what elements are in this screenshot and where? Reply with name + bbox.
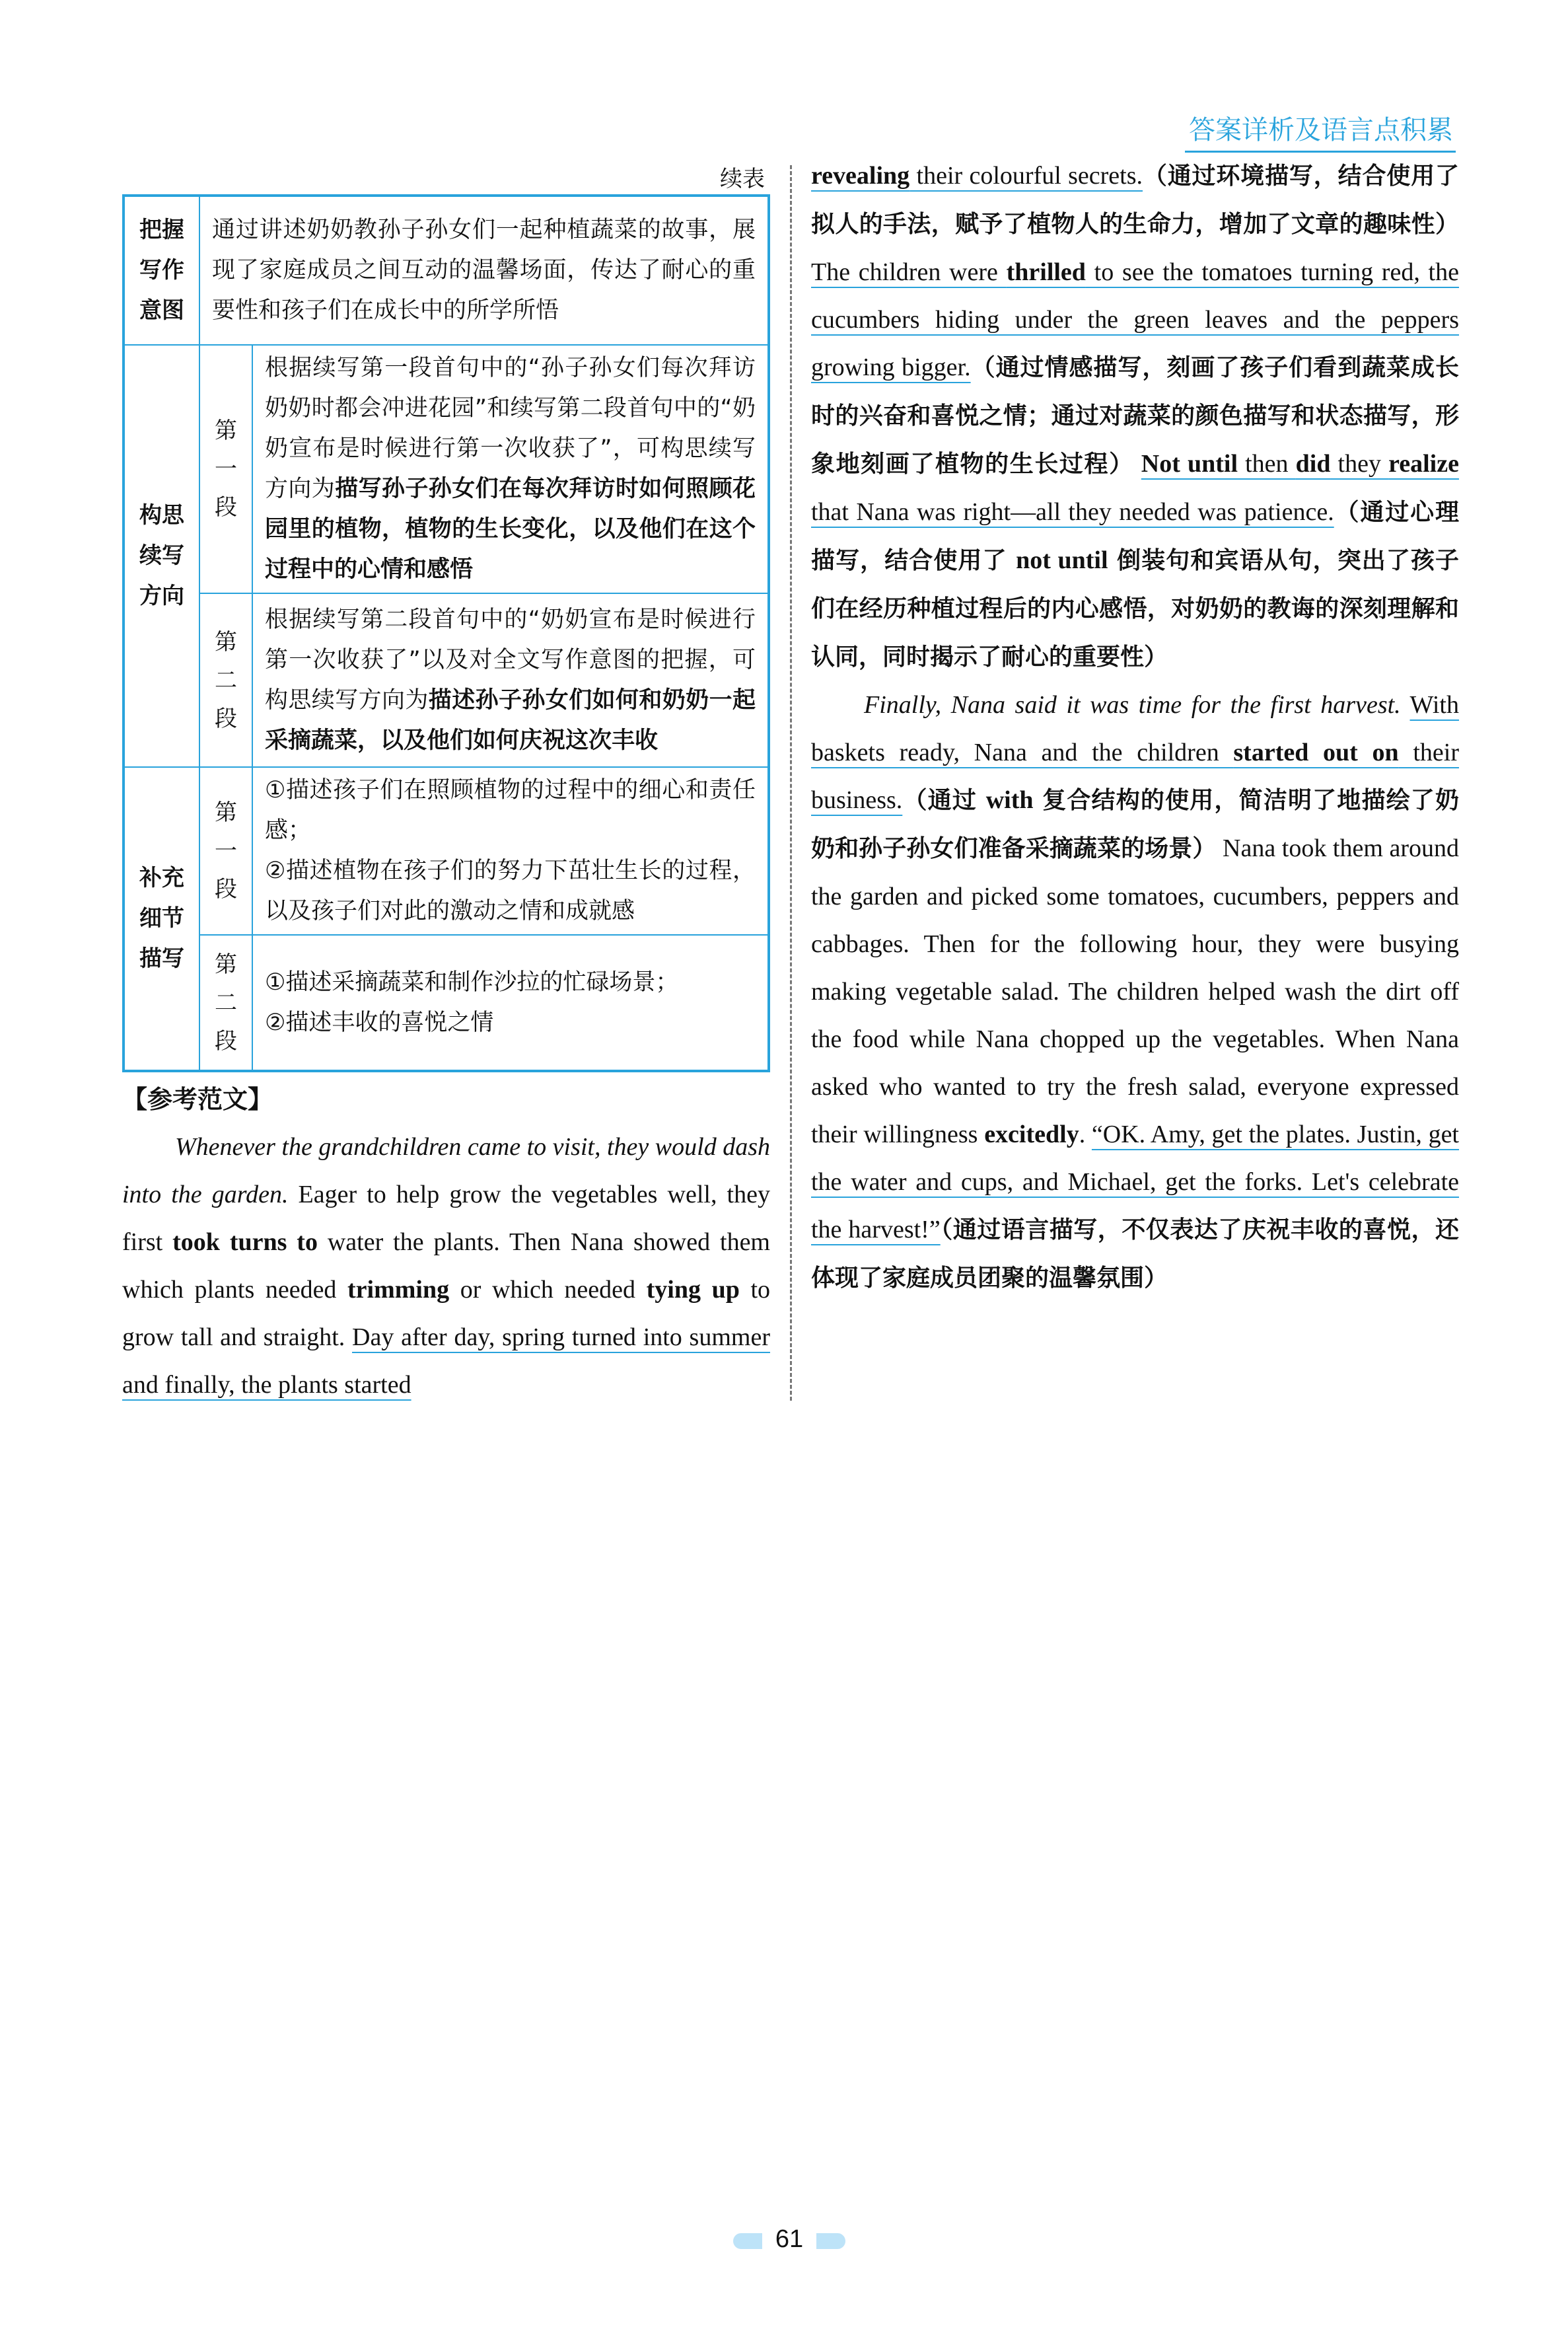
text-run: with xyxy=(985,786,1034,814)
left-column xyxy=(122,1076,770,1409)
annotation-text: 倒装句和宾语从句，突出了孩子们在经历种植过程后的内心感悟，对奶奶的教诲的深刻理解和认同，同时揭示了耐心的重要性） xyxy=(811,547,1460,671)
text-run: excitedly xyxy=(984,1121,1079,1148)
text-run: 描述孙子孙女们如何和奶奶一起采摘蔬菜，以及他们如何庆祝这次丰收 xyxy=(265,686,756,754)
text-run: 通过讲述奶奶教孙子孙女们一起种植蔬菜的故事，展现了家庭成员之间互动的温馨场面，传达了耐心的重要性和孩子们在成长中的所学所悟 xyxy=(212,217,756,324)
text-run: thrilled xyxy=(1006,258,1086,286)
text-run: not until xyxy=(1016,546,1108,574)
text-run xyxy=(1401,691,1410,719)
text-run: to grow tall and straight. xyxy=(122,1276,770,1351)
text-run: 描写孙子孙女们在每次拜访时如何照顾花园里的植物，植物的生长变化，以及他们在这个过程中的心情和感悟 xyxy=(265,476,756,583)
writing-plan-table xyxy=(122,194,770,1072)
row-label-details: 补充细节描写 xyxy=(124,767,199,1071)
detail-item: ②描述植物在孩子们的努力下茁壮生长的过程，以及孩子们对此的激动之情和成就感 xyxy=(265,858,756,924)
reference-paragraph-2 xyxy=(811,681,1459,1302)
direction-para1 xyxy=(252,345,769,593)
para-label: 第二段 xyxy=(199,593,252,767)
text-run xyxy=(1134,450,1141,478)
text-run: water the plants. Then Nana showed them which plants needed xyxy=(122,1228,770,1304)
reference-paragraph xyxy=(122,1123,770,1409)
right-column xyxy=(811,152,1459,1302)
text-run: their colourful secrets. xyxy=(909,162,1143,190)
para-label: 第一段 xyxy=(199,345,252,593)
annotation-text: （通过心理描写，结合使用了 xyxy=(811,499,1459,574)
annotation-text: （通过语言描写，不仅表达了庆祝丰收的喜悦，还体现了家庭成员团聚的温馨氛围） xyxy=(811,1216,1459,1292)
text-run: trimming xyxy=(347,1276,450,1304)
text-run: their business. xyxy=(811,739,1459,814)
detail-item: ②描述丰收的喜悦之情 xyxy=(265,1009,494,1036)
text-run: took turns to xyxy=(172,1228,318,1256)
text-run: Finally, Nana said it was time for the first harvest. xyxy=(864,691,1401,719)
table-caption: 续表 xyxy=(720,166,765,192)
reference-paragraph-continued xyxy=(811,152,1459,681)
details-para1 xyxy=(252,767,769,935)
text-run: did xyxy=(1295,450,1331,478)
annotation-text: （通过情感描写，刻画了孩子们看到蔬菜成长时的兴奋和喜悦之情；通过对蔬菜的颜色描写和状态描写，形象地刻画了植物的生长过程） xyxy=(811,354,1459,478)
text-run: realize xyxy=(1388,450,1459,478)
text-run: “OK. Amy, get the plates. Justin, get the water and cups, and Michael, get the forks. Let's celebrate the harvest!” xyxy=(811,1121,1459,1243)
annotation-text: （通过 xyxy=(902,787,986,814)
section-title: 答案详析及语言点积累 xyxy=(1185,109,1456,153)
text-run: With baskets ready, Nana and the children xyxy=(811,691,1459,766)
detail-item: ①描述采摘蔬菜和制作沙拉的忙碌场景； xyxy=(265,969,679,996)
text-run: Not until xyxy=(1141,450,1238,478)
text-run: Eager to help grow the vegetables well, they first xyxy=(122,1181,770,1256)
annotation-text: 复合结构的使用，简洁明了地描绘了奶奶和孙子孙女们准备采摘蔬菜的场景） xyxy=(811,787,1459,862)
row-label-intent: 把握写作意图 xyxy=(124,196,199,345)
text-run: they xyxy=(1330,450,1389,478)
text-run: that Nana was right—all they needed was patience. xyxy=(811,498,1334,526)
text-run: tying up xyxy=(646,1276,740,1304)
direction-para2 xyxy=(252,593,769,767)
details-para2 xyxy=(252,935,769,1071)
annotation-text: （通过环境描写，结合使用了拟人的手法，赋予了植物人的生命力，增加了文章的趣味性） xyxy=(811,163,1459,238)
text-run: Nana took them around the garden and picked some tomatoes, cucumbers, peppers and cabbages. Then for the following hour, they were busying making vegetable salad. The children helped wash the dirt off the food while Nana chopped up the vegetables. When Nana asked who wanted to try the fresh salad, everyone expressed their willingness xyxy=(811,834,1459,1148)
text-run: then xyxy=(1238,450,1296,478)
row-label-direction: 构思续写方向 xyxy=(124,345,199,767)
text-run: to see the tomatoes turning red, the cucumbers hiding under the green leaves and the peppers growing bigger. xyxy=(811,258,1459,381)
text-run: or which needed xyxy=(449,1276,647,1304)
text-run: Whenever the grandchildren came to visit, they would dash into the garden. xyxy=(122,1133,770,1208)
text-run: revealing xyxy=(811,162,910,190)
text-run: . xyxy=(1079,1121,1092,1148)
intent-content xyxy=(199,196,769,345)
text-run: started out on xyxy=(1233,739,1399,766)
reference-title: 【参考范文】 xyxy=(122,1085,273,1114)
para-label: 第一段 xyxy=(199,767,252,935)
text-run: The children were xyxy=(811,258,1007,286)
page-footer xyxy=(733,2225,845,2254)
page-number: 61 xyxy=(775,2225,804,2253)
detail-item: ①描述孩子们在照顾植物的过程中的细心和责任感； xyxy=(265,777,756,844)
para-label: 第二段 xyxy=(199,935,252,1071)
text-run: 根据续写第一段首句中的“孙子孙女们每次拜访奶奶时都会冲进花园”和续写第二段首句中的“奶奶宣布是时候进行第一次收获了”，可构思续写方向为 xyxy=(265,355,756,502)
text-run: 根据续写第二段首句中的“奶奶宣布是时候进行第一次收获了”以及对全文写作意图的把握，可构思续写方向为 xyxy=(265,606,756,714)
column-divider xyxy=(790,165,792,1401)
text-run: Day after day, spring turned into summer and finally, the plants started xyxy=(122,1323,770,1399)
